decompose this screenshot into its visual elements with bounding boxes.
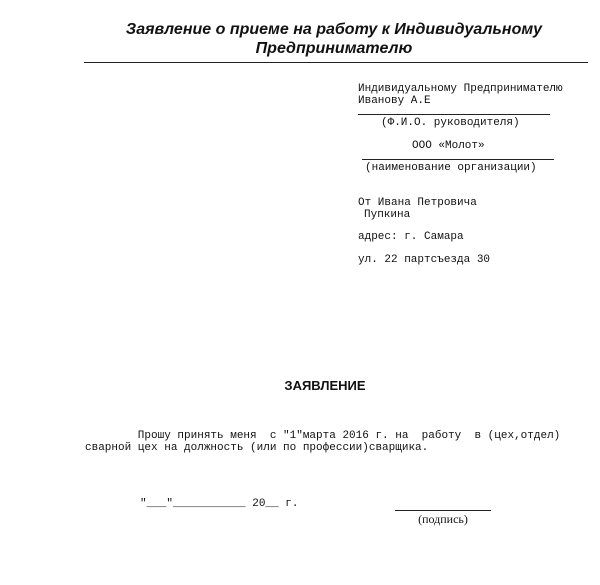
fio-underline — [358, 114, 550, 115]
organization-caption: (наименование организации) — [365, 162, 537, 174]
title-divider — [84, 62, 588, 63]
organization-name: ООО «Молот» — [412, 140, 485, 152]
document-title — [84, 20, 584, 58]
organization-underline — [362, 159, 554, 160]
sender-line-2: Пупкина — [364, 209, 411, 221]
sender-line-1: От Ивана Петровича — [358, 197, 477, 209]
signature-underline — [395, 510, 491, 511]
statement-text-line-1: Прошу принять меня с "1"марта 2016 г. на работу в (цех,отдел) — [85, 430, 561, 442]
date-line: "___"___________ 20__ г. — [140, 498, 299, 510]
signature-caption: (подпись) — [418, 512, 468, 526]
sender-address-city: адрес: г. Самара — [358, 231, 464, 243]
statement-text-line-2: сварной цех на должность (или по профессии)сварщика. — [85, 442, 429, 454]
sender-address-street: ул. 22 партсъезда 30 — [358, 254, 491, 266]
document-title-line-1: Заявление о приеме на работу к Индивидуальному — [125, 21, 543, 38]
addressee-line-1: Индивидуальному Предпринимателю — [358, 83, 563, 95]
fio-caption: (Ф.И.О. руководителя) — [381, 117, 520, 129]
statement-heading: ЗАЯВЛЕНИЕ — [284, 378, 366, 393]
document-title-line-2: Предпринимателю — [255, 40, 413, 57]
addressee-line-2: Иванову А.Е — [358, 95, 431, 107]
